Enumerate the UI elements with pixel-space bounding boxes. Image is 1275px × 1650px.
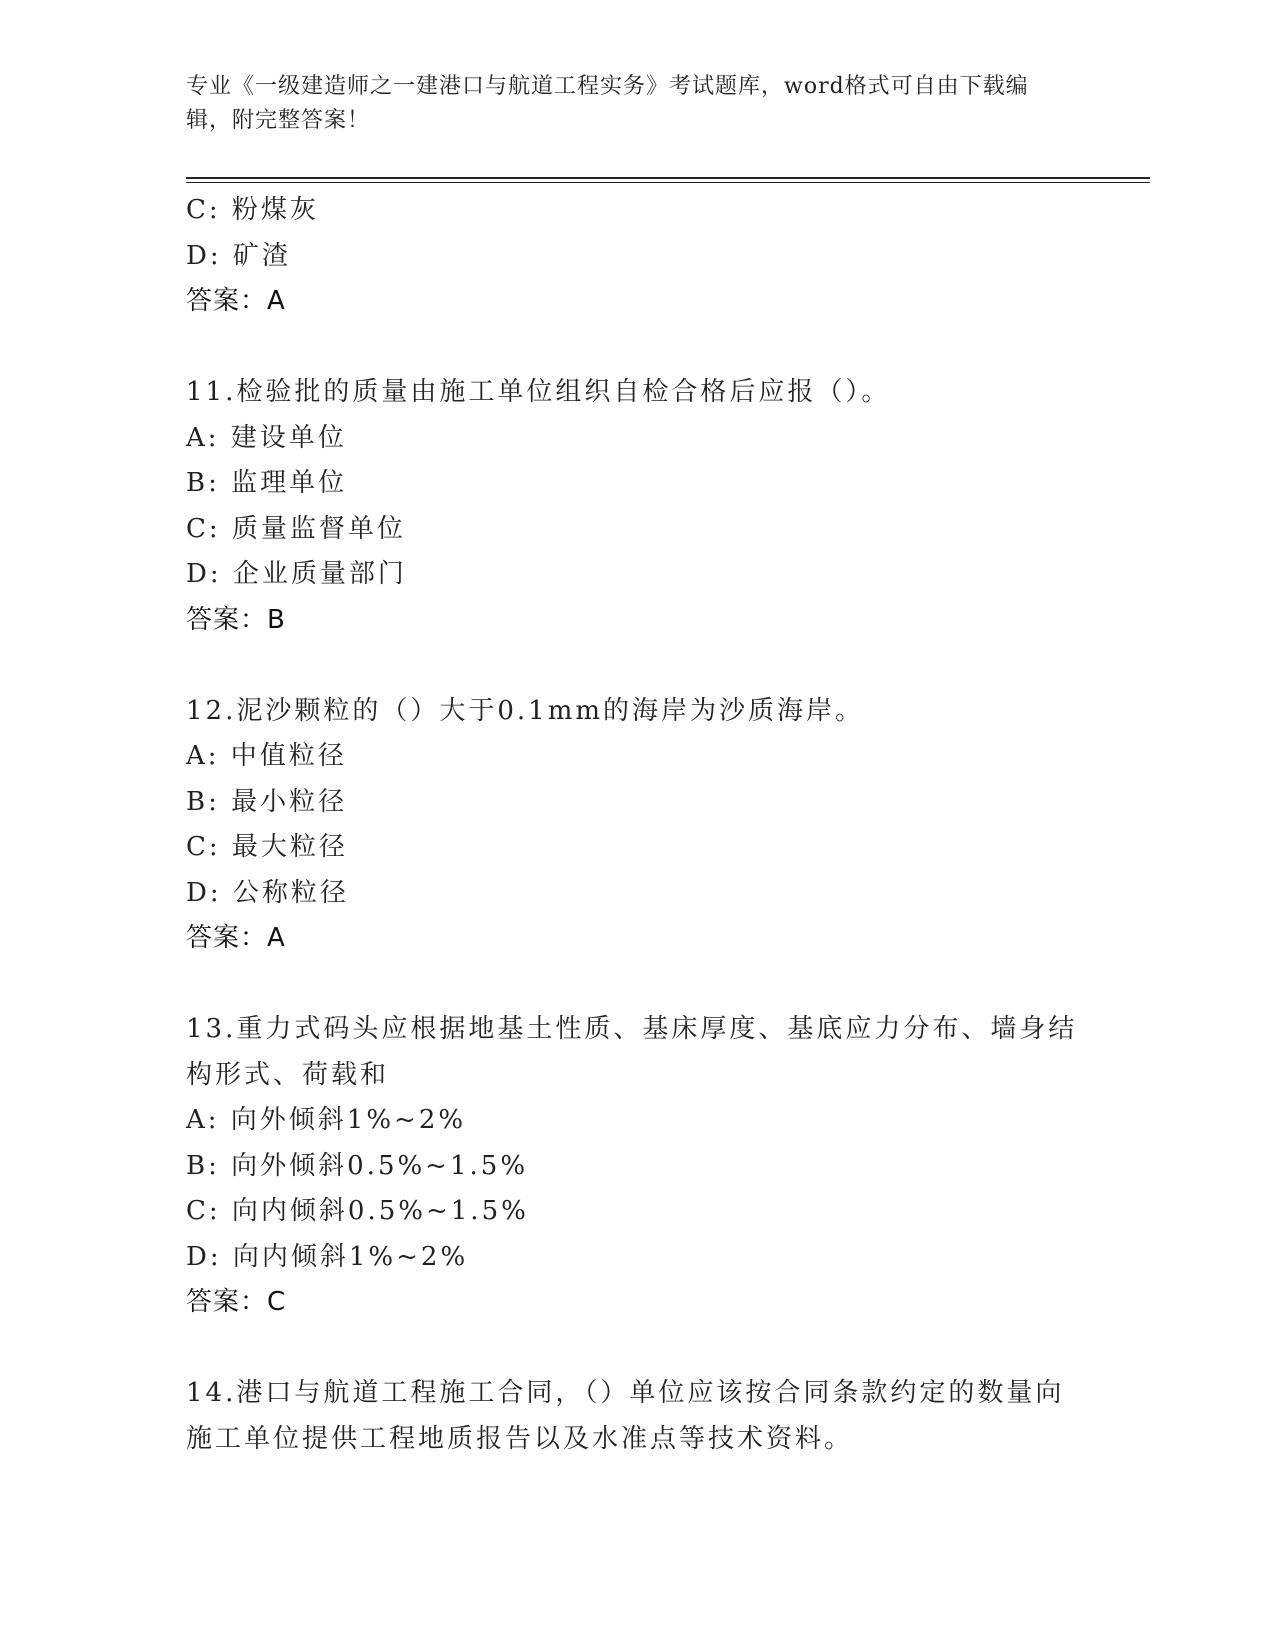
question-11 — [186, 370, 1086, 643]
answer-line: 答案：A — [186, 923, 286, 953]
header-divider-thick — [186, 177, 1150, 179]
question-stem: 12.泥沙颗粒的（）大于0.1mm的海岸为沙质海岸。 — [186, 695, 865, 726]
answer-line: 答案：B — [186, 604, 286, 635]
question-13 — [186, 1007, 1086, 1326]
question-stem-line-1: 14.港口与航道工程施工合同，（）单位应该按合同条款约定的数量向 — [186, 1378, 1065, 1408]
option-d: D: 向内倾斜1%~2% — [186, 1241, 469, 1272]
answer-line: 答案：C — [186, 1287, 287, 1317]
question-12 — [186, 689, 1086, 962]
option-d: D: 矿渣 — [186, 240, 291, 271]
option-b: B: 向外倾斜0.5%~1.5% — [186, 1150, 529, 1181]
question-stem-line-1: 13.重力式码头应根据地基土性质、基床厚度、基底应力分布、墙身结 — [186, 1014, 1078, 1044]
option-c: C: 质量监督单位 — [186, 513, 406, 544]
option-d: D: 公称粒径 — [186, 877, 349, 908]
option-c: C: 最大粒径 — [186, 832, 348, 862]
question-stem: 11.检验批的质量由施工单位组织自检合格后应报（）。 — [186, 377, 891, 407]
option-b: B: 监理单位 — [186, 468, 348, 498]
page-header: 专业《一级建造师之一建港口与航道工程实务》考试题库，word格式可自由下载编辑，附完整答案！ — [186, 74, 1029, 133]
header-divider-thin — [186, 182, 1150, 183]
answer-line: 答案：A — [186, 286, 286, 316]
question-10-tail — [186, 188, 1086, 325]
option-a: A: 中值粒径 — [186, 741, 347, 771]
option-a: A: 向外倾斜1%~2% — [186, 1105, 467, 1135]
question-stem-line-2: 构形式、荷载和 — [186, 1059, 390, 1090]
question-stem-line-2: 施工单位提供工程地质报告以及水准点等技术资料。 — [186, 1423, 854, 1454]
option-c: C: 粉煤灰 — [186, 195, 319, 225]
option-b: B: 最小粒径 — [186, 786, 348, 817]
option-c: C: 向内倾斜0.5%~1.5% — [186, 1196, 529, 1226]
option-d: D: 企业质量部门 — [186, 559, 407, 589]
question-list — [186, 188, 1086, 1462]
option-a: A: 建设单位 — [186, 422, 347, 453]
question-14 — [186, 1371, 1086, 1462]
